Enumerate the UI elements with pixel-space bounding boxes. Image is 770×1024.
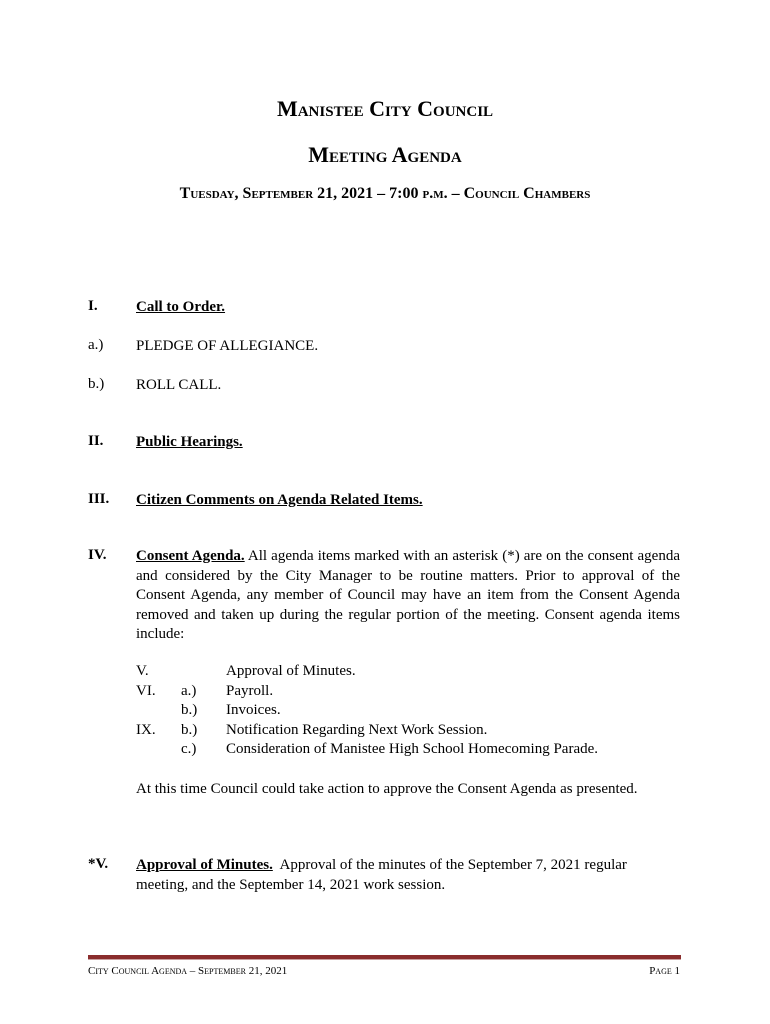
section-heading: Consent Agenda. (136, 548, 245, 564)
list-roman: VI. (136, 683, 156, 699)
footer-title: City Council Agenda – September 21, 2021 (88, 965, 288, 977)
list-text: Notification Regarding Next Work Session. (226, 722, 488, 738)
meeting-date-line: Tuesday, September 21, 2021 – 7:00 p.m. – Council Chambers (179, 185, 591, 202)
consent-list-item (136, 663, 680, 683)
list-text: Approval of Minutes. (226, 663, 356, 679)
citizen-comments-section (136, 491, 680, 511)
list-sub: c.) (181, 741, 197, 757)
section-heading: Call to Order. (136, 299, 226, 315)
item-number: III. (88, 491, 110, 507)
page-title: Manistee City Council (276, 96, 494, 121)
item-number: *V. (88, 856, 109, 872)
section-heading: Approval of Minutes. (136, 857, 273, 873)
consent-agenda-closing: At this time Council could take action to approve the Consent Agenda as presented. (136, 781, 638, 797)
consent-list-item (136, 702, 680, 722)
page-subtitle: Meeting Agenda (308, 142, 462, 167)
consent-agenda-paragraph (136, 547, 680, 645)
section-heading: Citizen Comments on Agenda Related Items. (136, 492, 423, 508)
approval-minutes-text: Approval of the minutes of the September 7, 2021 regular meeting, and the September 14, 2021 work session. (136, 857, 631, 893)
consent-list-item (136, 722, 680, 742)
list-roman: IX. (136, 722, 156, 738)
list-sub: a.) (181, 683, 197, 699)
section-heading: Public Hearings. (136, 434, 243, 450)
pledge-item: PLEDGE OF ALLEGIANCE. (136, 338, 319, 354)
page-number: Page 1 (649, 965, 680, 977)
list-text: Invoices. (226, 702, 281, 718)
consent-list-item (136, 683, 680, 703)
list-text: Consideration of Manistee High School Homecoming Parade. (226, 741, 599, 757)
public-hearings-section (136, 433, 680, 453)
list-text: Payroll. (226, 683, 274, 699)
approval-of-minutes-paragraph (136, 856, 680, 895)
item-number: II. (88, 433, 104, 449)
item-number: a.) (88, 337, 104, 353)
list-sub: b.) (181, 702, 198, 718)
item-number: b.) (88, 376, 105, 392)
list-roman: V. (136, 663, 149, 679)
footer-divider (88, 955, 681, 960)
item-number: IV. (88, 547, 107, 563)
consent-list-item (136, 741, 680, 761)
call-to-order-section (136, 298, 680, 318)
roll-call-item: ROLL CALL. (136, 377, 222, 393)
consent-agenda-text: All agenda items marked with an asterisk (*) are on the consent agenda and considered by the City Manager to be routine matters. Prior to approval of the Consent Agenda, any member of Council may have an item from the Consent Agenda removed and taken up during the regular portion of the meeting. Consent agenda items include: (136, 548, 680, 642)
item-number: I. (88, 298, 98, 314)
list-sub: b.) (181, 722, 198, 738)
